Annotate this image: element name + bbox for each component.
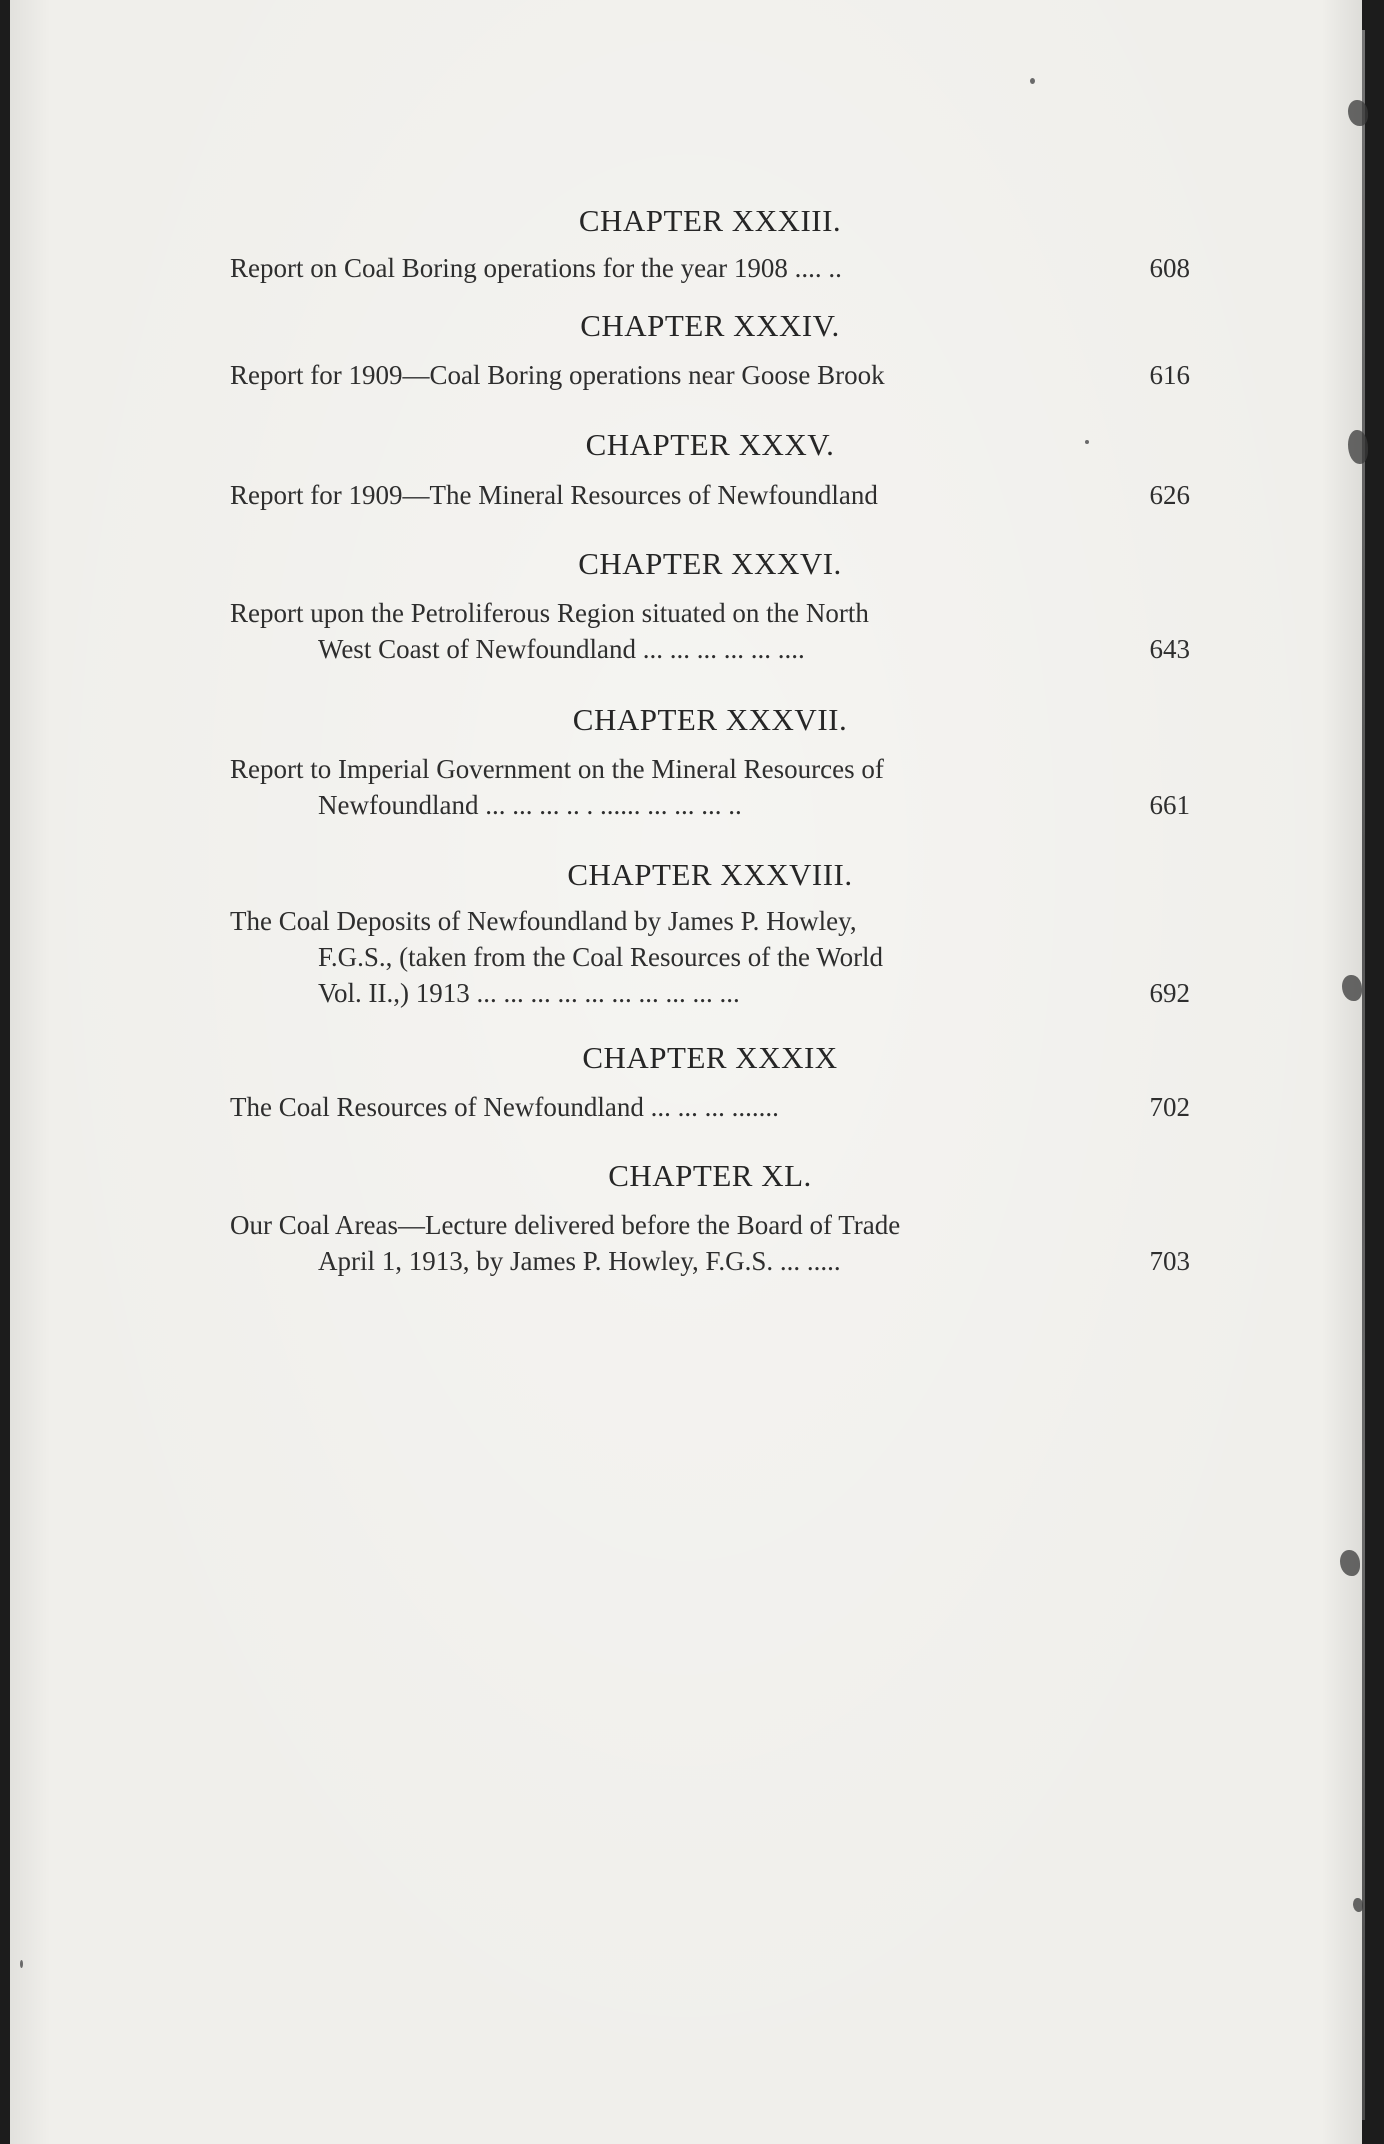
binding-stitch-mark bbox=[1348, 430, 1368, 464]
entry-title-line: Report to Imperial Government on the Mineral Resources of bbox=[230, 754, 884, 784]
entry-page-number: 616 bbox=[1149, 360, 1190, 390]
binding-stitch-mark bbox=[1342, 975, 1362, 1001]
entry-page-number: 702 bbox=[1149, 1092, 1190, 1122]
entry-title-line: Newfoundland ... ... ... .. . ...... ... ... ... .. bbox=[318, 790, 742, 820]
entry-page-number: 608 bbox=[1149, 253, 1190, 283]
binding-stitch-mark bbox=[1340, 1550, 1360, 1576]
entry-title-line: Vol. II.,) 1913 ... ... ... ... ... ... ... ... ... ... bbox=[318, 978, 740, 1008]
paper-speck bbox=[20, 1960, 23, 1968]
binding-stitch-mark bbox=[1348, 100, 1368, 126]
entry-title-line: Our Coal Areas—Lecture delivered before the Board of Trade bbox=[230, 1210, 901, 1240]
entry-title-line: West Coast of Newfoundland ... ... ... ... ... .... bbox=[318, 634, 805, 664]
chapter-heading: CHAPTER XXXV. bbox=[585, 427, 835, 462]
toc-entry bbox=[230, 595, 1190, 667]
scanned-page bbox=[10, 0, 1362, 2144]
toc-entry bbox=[230, 751, 1190, 823]
binding-gutter bbox=[1362, 30, 1365, 2120]
binding-stitch-mark bbox=[1353, 1898, 1363, 1912]
entry-title-line: F.G.S., (taken from the Coal Resources of the World bbox=[318, 942, 884, 972]
entry-page-number: 692 bbox=[1149, 978, 1190, 1008]
toc-entry bbox=[230, 903, 1190, 1011]
toc-entry bbox=[230, 250, 1190, 286]
chapter-heading: CHAPTER XXXIII. bbox=[578, 203, 842, 238]
chapter-heading: CHAPTER XXXVII. bbox=[572, 702, 848, 737]
chapter-heading: CHAPTER XXXVI. bbox=[578, 546, 842, 581]
paper-speck bbox=[1030, 78, 1035, 84]
entry-title-line: The Coal Resources of Newfoundland ... ... ... ....... bbox=[230, 1092, 779, 1122]
entry-page-number: 643 bbox=[1149, 634, 1190, 664]
toc-entry bbox=[230, 1089, 1190, 1125]
chapter-heading: CHAPTER XXXIV. bbox=[580, 308, 840, 343]
entry-title-line: The Coal Deposits of Newfoundland by James P. Howley, bbox=[230, 906, 857, 936]
entry-page-number: 626 bbox=[1149, 480, 1190, 510]
chapter-heading: CHAPTER XL. bbox=[608, 1158, 812, 1193]
entry-title-line: Report for 1909—The Mineral Resources of Newfoundland bbox=[230, 480, 878, 510]
chapter-heading: CHAPTER XXXVIII. bbox=[567, 857, 853, 892]
toc-entry bbox=[230, 1207, 1190, 1279]
entry-page-number: 661 bbox=[1149, 790, 1190, 820]
entry-title-line: Report on Coal Boring operations for the year 1908 .... .. bbox=[230, 253, 842, 283]
entry-title-line: April 1, 1913, by James P. Howley, F.G.S. ... ..... bbox=[318, 1246, 841, 1276]
entry-page-number: 703 bbox=[1149, 1246, 1190, 1276]
toc-entry bbox=[230, 477, 1190, 513]
toc-entry bbox=[230, 357, 1190, 393]
chapter-heading: CHAPTER XXXIX bbox=[582, 1040, 838, 1075]
entry-title-line: Report for 1909—Coal Boring operations near Goose Brook bbox=[230, 360, 885, 390]
entry-title-line: Report upon the Petroliferous Region situated on the North bbox=[230, 598, 869, 628]
